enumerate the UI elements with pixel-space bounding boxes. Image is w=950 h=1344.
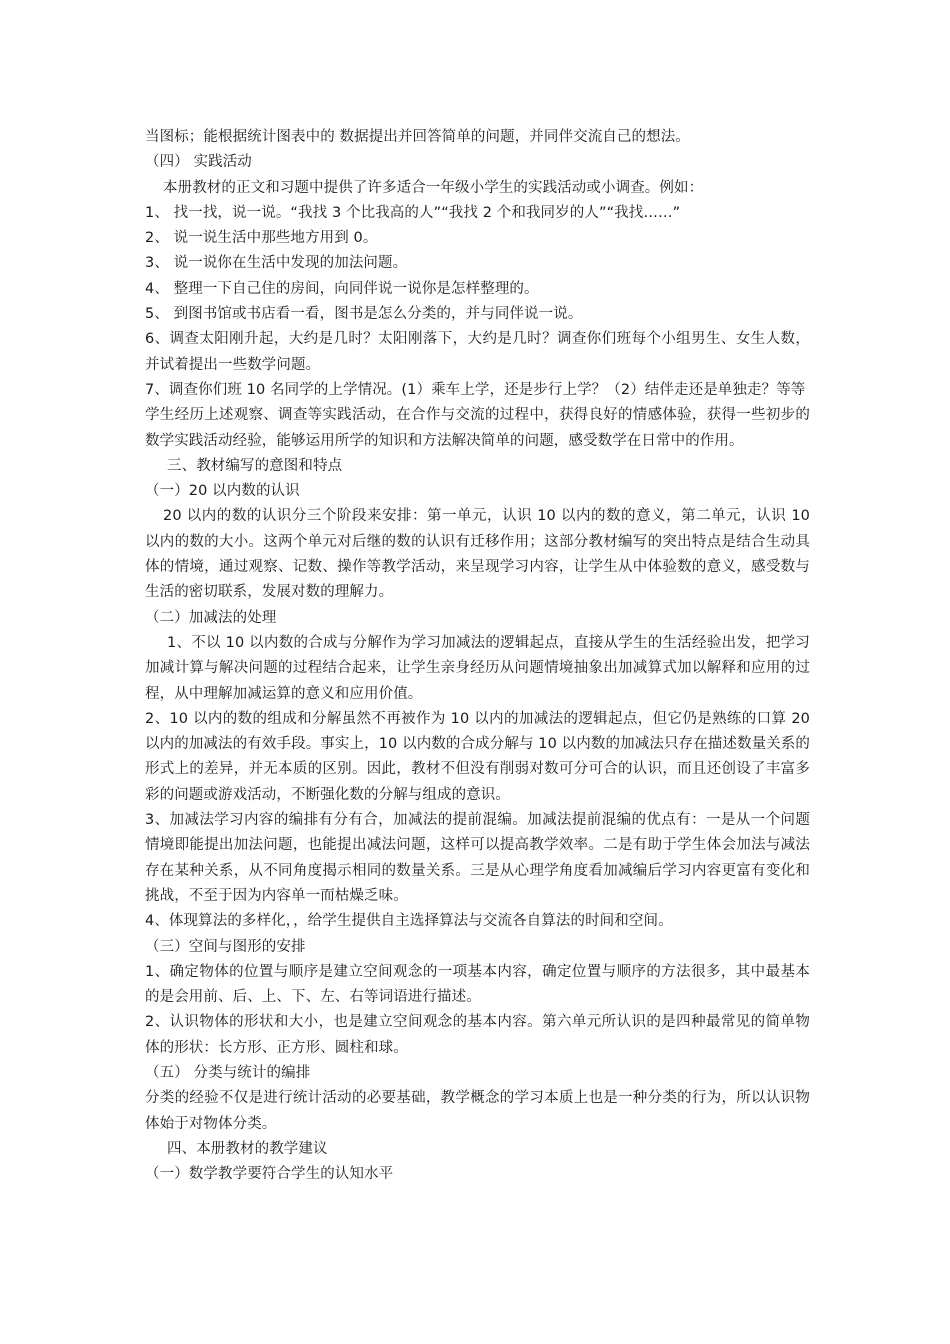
list-item: 2、 说一说生活中那些地方用到 0。 [145,230,378,247]
list-item: 3、 说一说你在生活中发现的加法问题。 [145,255,408,272]
list-item: 5、 到图书馆或书店看一看，图书是怎么分类的，并与同伴说一说。 [145,306,583,323]
document-body [145,125,810,1187]
paragraph: 本册教材的正文和习题中提供了许多适合一年级小学生的实践活动或小调查。例如： [163,179,704,196]
subsection-heading: （二）加减法的处理 [145,609,277,626]
subsection-heading: （三）空间与图形的安排 [145,938,306,955]
paragraph: 2、10 以内的数的组成和分解虽然不再被作为 10 以内的加减法的逻辑起点，但它仍是熟练的口算 20 以内的加减法的有效手段。事实上，10 以内数的合成分解与 10 以内数的加减法只存在描述数量关系的形式上的差异，并无本质的区别。因此，教材不但没有削弱对数可分可合的认识，而且还创设了丰富多彩的问题或游戏活动，不断强化数的分解与组成的意识。 [145,710,810,803]
paragraph: 1、不以 10 以内数的合成与分解作为学习加减法的逻辑起点，直接从学生的生活经验出发，把学习加减计算与解决问题的过程结合起来，让学生亲身经历从问题情境抽象出加减算式加以解释和应用的过程，从中理解加减运算的意义和应用价值。 [145,634,810,702]
list-item: 6、调查太阳刚升起，大约是几时？太阳刚落下，大约是几时？调查你们班每个小组男生、女生人数，并试着提出一些数学问题。 [145,331,810,373]
subsection-heading: （一）20 以内数的认识 [145,483,300,500]
paragraph: 当图标；能根据统计图表中的 数据提出并回答简单的问题，并同伴交流自己的想法。 [145,129,690,145]
paragraph: 1、确定物体的位置与顺序是建立空间观念的一项基本内容，确定位置与顺序的方法很多，其中最基本的是会用前、后、上、下、左、右等词语进行描述。 [145,963,810,1006]
paragraph: 2、认识物体的形状和大小，也是建立空间观念的基本内容。第六单元所认识的是四种最常见的简单物体的形状：长方形、正方形、圆柱和球。 [145,1014,810,1056]
list-item: 7、调查你们班 10 名同学的上学情况。(1）乘车上学，还是步行上学？（2）结伴走还是单独走？等等 [145,381,806,398]
paragraph: 分类的经验不仅是进行统计活动的必要基础，教学概念的学习本质上也是一种分类的行为，所以认识物体始于对物体分类。 [145,1090,810,1132]
section-heading: 三、教材编写的意图和特点 [167,457,343,474]
paragraph: 4、体现算法的多样化，，给学生提供自主选择算法与交流各自算法的时间和空间。 [145,913,673,930]
list-item: 4、 整理一下自己住的房间，向同伴说一说你是怎样整理的。 [145,280,539,297]
subsection-heading: （一）数学教学要符合学生的认知水平 [145,1166,394,1183]
list-item: 1、 找一找，说一说。“我找 3 个比我高的人”“我找 2 个和我同岁的人”“我找……” [145,204,681,221]
paragraph: 3、加减法学习内容的编排有分有合，加减法的提前混编。加减法提前混编的优点有：一是从一个问题情境即能提出加法问题，也能提出减法问题，这样可以提高教学效率。二是有助于学生体会加法与减法存在某种关系，从不同角度揭示相同的数量关系。三是从心理学角度看加减编后学习内容更富有变化和挑战，不至于因为内容单一而枯燥乏味。 [145,812,810,904]
section-heading: 四、本册教材的教学建议 [167,1140,328,1157]
paragraph: 20 以内的数的认识分三个阶段来安排：第一单元，认识 10 以内的数的意义，第二单元，认识 10 以内的数的大小。这两个单元对后继的数的认识有迁移作用；这部分教材编写的突出特点是结合生动具体的情境，通过观察、记数、操作等教学活动，来呈现学习内容，让学生从中体验数的意义，感受数与生活的密切联系，发展对数的理解力。 [145,508,810,601]
section-heading: （四） 实践活动 [145,154,252,171]
paragraph: 学生经历上述观察、调查等实践活动，在合作与交流的过程中，获得良好的情感体验，获得一些初步的数学实践活动经验，能够运用所学的知识和方法解决简单的问题，感受数学在日常中的作用。 [145,407,810,449]
subsection-heading: （五） 分类与统计的编排 [145,1064,311,1081]
